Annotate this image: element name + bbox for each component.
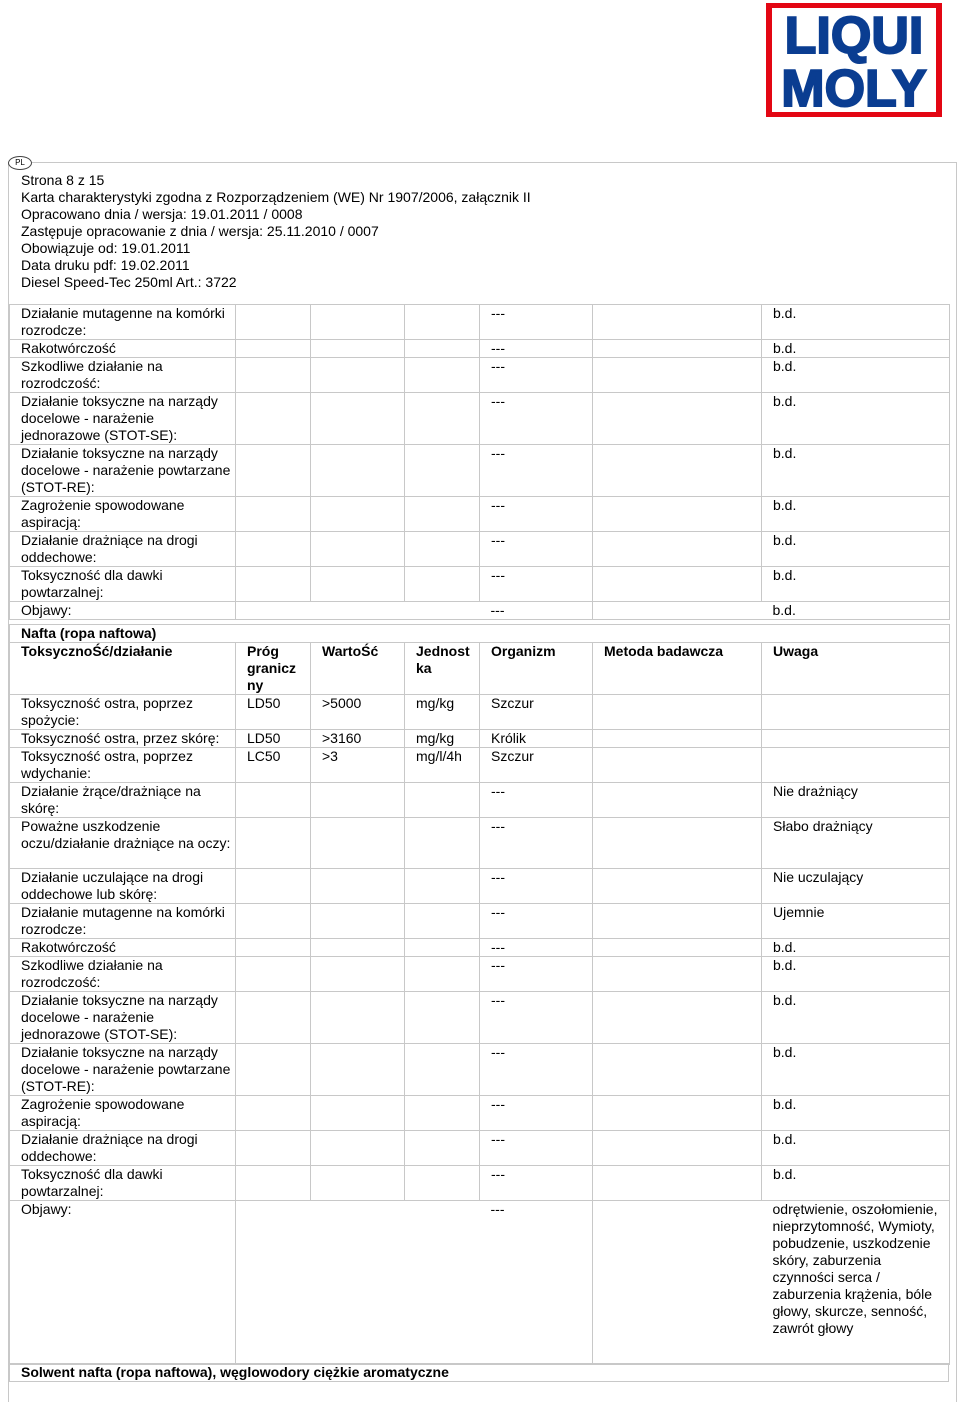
table-cell: Objawy: — [10, 1201, 236, 1365]
table-cell — [405, 1044, 480, 1096]
product-name: Diesel Speed-Tec 250ml Art.: 3722 — [21, 274, 237, 290]
substance-title: Solwent nafta (ropa naftowa), węglowodory ciężkie aromatyczne — [10, 1364, 949, 1382]
table-cell — [311, 957, 405, 992]
table-cell — [405, 783, 480, 818]
table-cell — [236, 783, 311, 818]
table-cell: Słabo drażniący — [762, 818, 950, 869]
table-row — [10, 869, 950, 904]
table-cell — [593, 1201, 762, 1365]
col-header-unit: Jednost ka — [405, 643, 480, 695]
table-cell — [405, 497, 480, 532]
print-date: Data druku pdf: 19.02.2011 — [21, 257, 190, 273]
table-cell — [405, 602, 480, 620]
toxicity-table-continued — [9, 304, 950, 620]
table-cell — [311, 358, 405, 393]
table-cell — [405, 1166, 480, 1201]
col-header-method: Metoda badawcza — [593, 643, 762, 695]
table-cell — [405, 957, 480, 992]
table-cell — [593, 783, 762, 818]
table-cell: --- — [480, 992, 593, 1044]
table-cell — [593, 567, 762, 602]
table-cell: b.d. — [762, 1044, 950, 1096]
substance-title: Nafta (ropa naftowa) — [10, 625, 950, 643]
table-row: Objawy: --- b.d. — [10, 602, 950, 620]
table-cell — [593, 992, 762, 1044]
table-cell: Toksyczność ostra, poprzez spożycie: — [10, 695, 236, 730]
table-cell — [593, 1166, 762, 1201]
table-cell — [311, 992, 405, 1044]
table-cell — [236, 602, 311, 620]
table-cell — [762, 748, 950, 783]
table-cell — [311, 869, 405, 904]
table-cell: LD50 — [236, 695, 311, 730]
table-row — [10, 783, 950, 818]
table-cell — [405, 869, 480, 904]
table-row: Działanie toksyczne na narządy docelowe - narażenie jednorazowe (STOT-SE): --- b.d. — [10, 393, 950, 445]
table-cell — [311, 1131, 405, 1166]
table-cell — [593, 939, 762, 957]
table-cell — [762, 695, 950, 730]
svg-text:LIQUI: LIQUI — [784, 7, 924, 65]
table-cell: --- — [480, 1131, 593, 1166]
table-cell — [311, 904, 405, 939]
table-cell — [236, 445, 311, 497]
table-cell — [405, 445, 480, 497]
table-cell: Toksyczność ostra, poprzez wdychanie: — [10, 748, 236, 783]
table-cell: Szkodliwe działanie na rozrodczość: — [10, 957, 236, 992]
table-cell — [405, 939, 480, 957]
table-row — [10, 1096, 950, 1131]
sds-title: Karta charakterystyki zgodna z Rozporządzeniem (WE) Nr 1907/2006, załącznik II — [21, 189, 531, 205]
table-cell — [405, 358, 480, 393]
table-row: Toksyczność dla dawki powtarzalnej: --- b.d. — [10, 567, 950, 602]
table-cell — [593, 748, 762, 783]
table-row: Szkodliwe działanie na rozrodczość: --- b.d. — [10, 358, 950, 393]
table-cell — [236, 532, 311, 567]
table-cell — [236, 305, 311, 340]
table-cell: --- — [480, 957, 593, 992]
table-cell: >3160 — [311, 730, 405, 748]
table-cell: Działanie drażniące na drogi oddechowe: — [10, 1131, 236, 1166]
table-row: Działanie drażniące na drogi oddechowe: --- b.d. — [10, 532, 950, 567]
col-header-note: Uwaga — [762, 643, 950, 695]
table-cell — [311, 602, 405, 620]
table-cell — [405, 567, 480, 602]
table-cell — [236, 992, 311, 1044]
table-cell: Działanie żrące/drażniące na skórę: — [10, 783, 236, 818]
table-cell: Poważne uszkodzenie oczu/działanie drażniące na oczy: — [10, 818, 236, 869]
table-cell: --- — [480, 869, 593, 904]
table-cell — [236, 869, 311, 904]
table-row — [10, 1166, 950, 1201]
table-cell — [405, 1131, 480, 1166]
table-cell — [236, 358, 311, 393]
table-cell — [593, 957, 762, 992]
supersedes: Zastępuje opracowanie z dnia / wersja: 25.11.2010 / 0007 — [21, 223, 379, 239]
table-cell — [593, 305, 762, 340]
table-cell — [311, 445, 405, 497]
language-badge: PL — [8, 156, 32, 170]
page-number: Strona 8 z 15 — [21, 172, 105, 188]
table-cell — [311, 1166, 405, 1201]
table-cell — [311, 497, 405, 532]
table-cell — [593, 532, 762, 567]
table-cell — [405, 1096, 480, 1131]
table-cell — [311, 340, 405, 358]
table-cell — [593, 869, 762, 904]
table-cell: Ujemnie — [762, 904, 950, 939]
table-row — [10, 748, 950, 783]
table-cell: >5000 — [311, 695, 405, 730]
solvent-nafta-table — [9, 1363, 949, 1382]
table-cell: LC50 — [236, 748, 311, 783]
table-cell — [593, 340, 762, 358]
table-cell — [405, 992, 480, 1044]
table-cell — [593, 497, 762, 532]
table-row — [10, 695, 950, 730]
table-cell — [405, 904, 480, 939]
table-cell — [311, 818, 405, 869]
table-cell — [311, 1044, 405, 1096]
table-row — [10, 904, 950, 939]
table-cell: b.d. — [762, 1166, 950, 1201]
table-cell — [405, 532, 480, 567]
table-row: Działanie toksyczne na narządy docelowe - narażenie powtarzane (STOT-RE): --- b.d. — [10, 445, 950, 497]
table-cell — [593, 1131, 762, 1166]
table-cell: --- — [480, 1096, 593, 1131]
table-cell — [405, 305, 480, 340]
table-cell: b.d. — [762, 992, 950, 1044]
table-cell — [236, 340, 311, 358]
table-cell: --- — [480, 783, 593, 818]
table-cell — [236, 1131, 311, 1166]
table-cell — [236, 1096, 311, 1131]
table-cell — [593, 1096, 762, 1131]
table-cell — [593, 730, 762, 748]
table-cell — [593, 358, 762, 393]
table-row — [10, 957, 950, 992]
table-cell — [405, 393, 480, 445]
table-cell: >3 — [311, 748, 405, 783]
table-cell: b.d. — [762, 1096, 950, 1131]
table-cell: Działanie toksyczne na narządy docelowe - narażenie powtarzane (STOT-RE): — [10, 1044, 236, 1096]
table-cell: mg/kg — [405, 695, 480, 730]
table-cell: Działanie toksyczne na narządy docelowe - narażenie jednorazowe (STOT-SE): — [10, 992, 236, 1044]
table-cell — [762, 730, 950, 748]
table-row: Zagrożenie spowodowane aspiracją: --- b.d. — [10, 497, 950, 532]
table-cell — [236, 957, 311, 992]
col-header-value: WartoŚć — [311, 643, 405, 695]
table-cell — [236, 904, 311, 939]
table-cell — [405, 818, 480, 869]
table-cell: --- — [480, 1166, 593, 1201]
table-cell — [311, 567, 405, 602]
table-cell — [236, 1044, 311, 1096]
table-cell — [311, 1201, 405, 1365]
table-row — [10, 1201, 950, 1365]
liqui-moly-logo — [766, 3, 942, 117]
table-cell — [405, 340, 480, 358]
table-row — [10, 818, 950, 869]
table-cell: mg/l/4h — [405, 748, 480, 783]
table-cell: Królik — [480, 730, 593, 748]
table-row: Działanie mutagenne na komórki rozrodcze: --- b.d. — [10, 305, 950, 340]
table-cell — [593, 818, 762, 869]
table-cell — [593, 602, 762, 620]
table-cell: Nie drażniący — [762, 783, 950, 818]
table-cell: odrętwienie, oszołomienie, nieprzytomność, Wymioty, pobudzenie, uszkodzenie skóry, zaburzenia czynności serca / zaburzenia krążenia, bóle głowy, skurcze, senność, zawrót głowy — [762, 1201, 950, 1365]
table-cell — [311, 1096, 405, 1131]
table-cell — [236, 567, 311, 602]
table-cell: LD50 — [236, 730, 311, 748]
table-cell — [236, 1166, 311, 1201]
table-cell — [593, 1044, 762, 1096]
table-row — [10, 1131, 950, 1166]
table-row — [10, 730, 950, 748]
table-cell — [236, 393, 311, 445]
table-row — [10, 992, 950, 1044]
table-cell: b.d. — [762, 1131, 950, 1166]
table-row — [10, 1044, 950, 1096]
table-cell: Nie uczulający — [762, 869, 950, 904]
table-row: Rakotwórczość --- b.d. — [10, 340, 950, 358]
table-cell — [311, 532, 405, 567]
table-cell: b.d. — [762, 939, 950, 957]
document-header — [21, 172, 531, 291]
table-cell: Toksyczność ostra, przez skórę: — [10, 730, 236, 748]
table-row — [10, 939, 950, 957]
table-cell: mg/kg — [405, 730, 480, 748]
table-cell: Toksyczność dla dawki powtarzalnej: — [10, 1166, 236, 1201]
table-cell: Działanie mutagenne na komórki rozrodcze: — [10, 904, 236, 939]
col-header-effect: ToksycznoŚć/działanie — [10, 643, 236, 695]
table-cell — [311, 939, 405, 957]
table-header-row — [10, 643, 950, 695]
table-cell — [593, 445, 762, 497]
table-cell — [236, 1201, 311, 1365]
table-cell: --- — [480, 818, 593, 869]
nafta-toxicity-table — [9, 624, 950, 1365]
table-cell — [593, 695, 762, 730]
table-cell — [311, 783, 405, 818]
col-header-threshold: Próg granicz ny — [236, 643, 311, 695]
table-cell — [236, 939, 311, 957]
table-cell: --- — [480, 939, 593, 957]
col-header-organism: Organizm — [480, 643, 593, 695]
revision-date: Opracowano dnia / wersja: 19.01.2011 / 0008 — [21, 206, 303, 222]
table-cell — [593, 393, 762, 445]
table-cell — [236, 497, 311, 532]
table-cell: --- — [480, 904, 593, 939]
table-cell: Działanie uczulające na drogi oddechowe lub skórę: — [10, 869, 236, 904]
table-cell: --- — [480, 1044, 593, 1096]
table-cell — [311, 393, 405, 445]
table-cell: b.d. — [762, 957, 950, 992]
table-cell — [405, 1201, 480, 1365]
table-cell: Zagrożenie spowodowane aspiracją: — [10, 1096, 236, 1131]
table-cell — [236, 818, 311, 869]
svg-text:MOLY: MOLY — [781, 60, 927, 117]
table-cell — [593, 904, 762, 939]
table-cell: Rakotwórczość — [10, 939, 236, 957]
table-cell: Szczur — [480, 748, 593, 783]
table-cell: Szczur — [480, 695, 593, 730]
table-cell: --- — [480, 1201, 593, 1365]
valid-from: Obowiązuje od: 19.01.2011 — [21, 240, 191, 256]
table-cell — [311, 305, 405, 340]
